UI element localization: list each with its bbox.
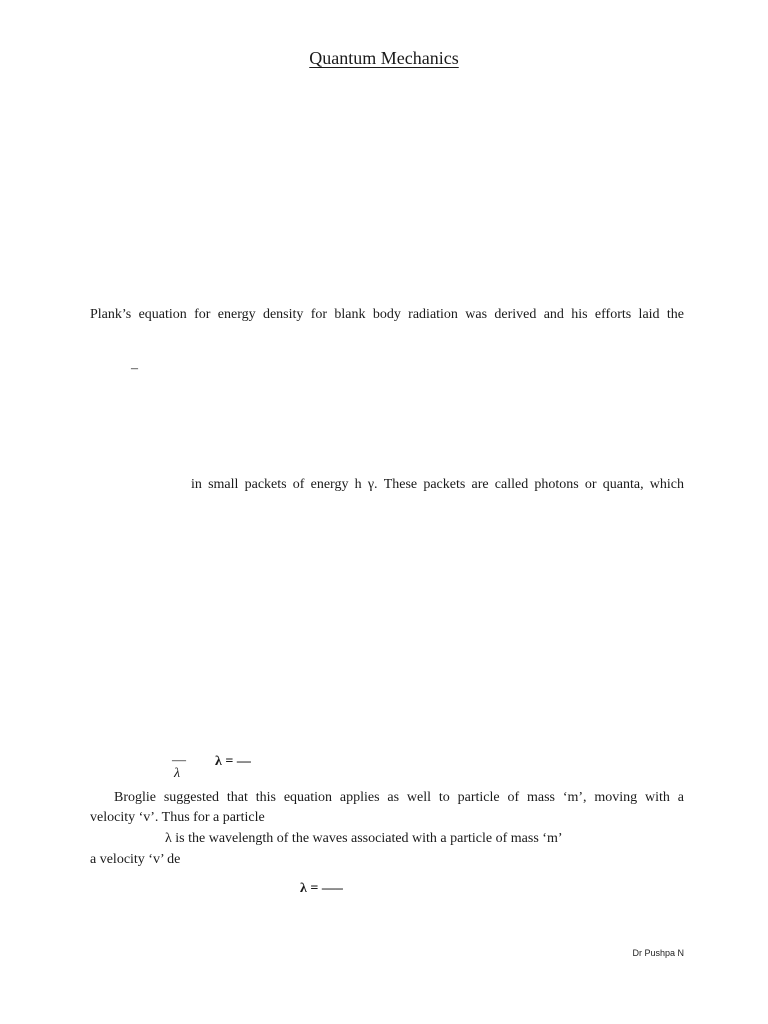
equation-lambda-1: λ = — xyxy=(215,754,251,769)
lambda-denominator: λ xyxy=(174,766,181,781)
paragraph-broglie-line-4: a velocity ‘v’ de xyxy=(90,852,181,867)
equation-lambda-2: λ = —– xyxy=(300,881,343,896)
paragraph-plank-line: Plank’s equation for energy density for blank body radiation was derived and his efforts laid the xyxy=(90,307,684,322)
fraction-bar: — xyxy=(172,753,186,768)
page-title: Quantum Mechanics xyxy=(309,48,459,68)
dash-mark: – xyxy=(131,361,138,376)
paragraph-broglie-line-1: Broglie suggested that this equation applies as well to particle of mass ‘m’, moving with a xyxy=(114,790,684,805)
paragraph-broglie-line-3: λ is the wavelength of the waves associated with a particle of mass ‘m’ xyxy=(165,831,563,846)
paragraph-broglie-line-2: velocity ‘v’. Thus for a particle xyxy=(90,810,265,825)
paragraph-photons-line: in small packets of energy h γ. These packets are called photons or quanta, which xyxy=(191,477,684,492)
footer-author: Dr Pushpa N xyxy=(632,948,684,958)
